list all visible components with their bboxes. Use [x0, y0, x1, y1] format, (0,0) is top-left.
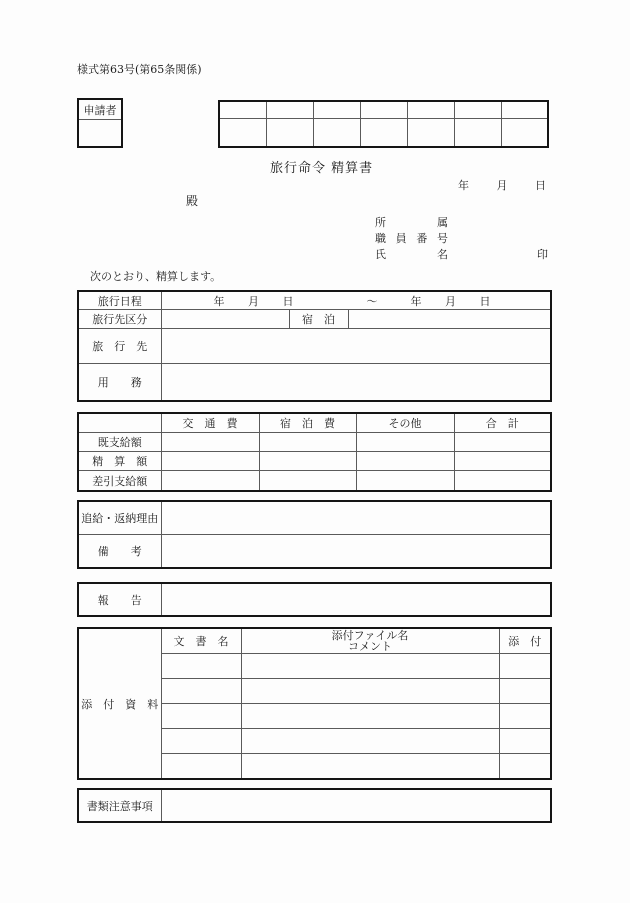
grid-cell	[313, 101, 360, 119]
grid-cell	[454, 101, 501, 119]
grid-cell	[501, 101, 548, 119]
amount-row-paid-label: 既支給額	[78, 433, 161, 452]
grid-cell	[407, 101, 454, 119]
attachment-attach-cell	[499, 729, 551, 754]
attachment-file-cell	[241, 654, 499, 679]
amount-cell	[356, 452, 454, 471]
affiliation-label: 所 属	[375, 216, 448, 229]
grid-cell	[266, 119, 313, 148]
attachment-doc-name-cell	[161, 729, 241, 754]
year-label: 年	[213, 294, 225, 308]
file-name-header-line1: 添付ファイル名	[331, 628, 409, 642]
notes-row-label: 書類注意事項	[78, 789, 161, 822]
lodging-label: 宿 泊	[289, 310, 348, 329]
intro-text: 次のとおり、精算します。	[90, 270, 222, 283]
form-title: 旅行命令 精算書	[270, 161, 374, 176]
attachments-table	[77, 627, 552, 780]
business-entry-cell	[161, 364, 551, 402]
attachment-doc-name-cell	[161, 704, 241, 729]
amount-cell	[454, 452, 551, 471]
notes-table	[77, 788, 552, 823]
reason-entry-cell	[161, 501, 551, 535]
month-label: 月	[248, 294, 259, 308]
applicant-entry-cell	[78, 120, 122, 148]
employee-number-label: 職 員 番 号	[375, 232, 448, 245]
file-name-header-line2: コメント	[348, 640, 392, 653]
day-label: 日	[282, 294, 294, 308]
amount-cell	[161, 433, 259, 452]
amount-cell	[161, 471, 259, 492]
year-label: 年	[458, 179, 469, 192]
attachment-doc-name-cell	[161, 679, 241, 704]
schedule-entry-cell	[161, 291, 551, 310]
seal-label: 印	[537, 248, 548, 261]
attachment-file-cell	[241, 729, 499, 754]
travel-date-from	[214, 293, 294, 309]
attachment-attach-cell	[499, 654, 551, 679]
destination-entry-cell	[161, 329, 551, 364]
name-label: 氏 名	[375, 248, 448, 261]
name-grid	[218, 100, 549, 148]
attachment-attach-cell	[499, 754, 551, 780]
attachments-section-label: 添 付 資 料	[78, 628, 161, 779]
business-row-label: 用 務	[78, 364, 161, 402]
day-label: 日	[535, 179, 546, 192]
attach-header: 添 付	[499, 628, 551, 654]
attachment-attach-cell	[499, 704, 551, 729]
applicant-label: 申請者	[78, 99, 122, 120]
remarks-row-label: 備 考	[78, 535, 161, 569]
day-label: 日	[479, 294, 491, 308]
amount-cell	[356, 433, 454, 452]
travel-date-to	[411, 293, 491, 309]
amount-col-other: その他	[356, 413, 454, 433]
remarks-entry-cell	[161, 535, 551, 569]
grid-cell	[313, 119, 360, 148]
report-entry-cell	[161, 583, 551, 616]
amount-cell	[161, 452, 259, 471]
reason-remarks-table	[77, 500, 552, 569]
attachment-file-cell	[241, 704, 499, 729]
amount-cell	[259, 452, 356, 471]
month-label: 月	[445, 294, 456, 308]
category-entry-cell	[161, 310, 289, 329]
grid-cell	[360, 101, 407, 119]
month-label: 月	[496, 179, 508, 192]
year-label: 年	[410, 294, 422, 308]
form-number-label: 様式第63号(第65条関係)	[77, 63, 202, 76]
doc-name-header: 文 書 名	[161, 628, 241, 654]
tilde-separator: ～	[366, 294, 378, 308]
amount-table	[77, 412, 552, 492]
schedule-row-label: 旅行日程	[78, 291, 161, 310]
amount-row-settlement-label: 精 算 額	[78, 452, 161, 471]
grid-cell	[360, 119, 407, 148]
grid-cell	[266, 101, 313, 119]
itinerary-table	[77, 290, 552, 402]
grid-cell	[501, 119, 548, 148]
notes-entry-cell	[161, 789, 551, 822]
attachment-doc-name-cell	[161, 654, 241, 679]
applicant-box	[77, 98, 123, 148]
amount-cell	[454, 471, 551, 492]
file-name-header	[241, 628, 499, 654]
amount-col-transport: 交 通 費	[161, 413, 259, 433]
reason-row-label: 追給・返納理由	[78, 501, 161, 535]
destination-row-label: 旅 行 先	[78, 329, 161, 364]
amount-corner-cell	[78, 413, 161, 433]
attachment-file-cell	[241, 679, 499, 704]
attachment-doc-name-cell	[161, 754, 241, 780]
grid-cell	[219, 101, 266, 119]
category-row-label: 旅行先区分	[78, 310, 161, 329]
date-line	[458, 179, 546, 192]
attachment-attach-cell	[499, 679, 551, 704]
grid-cell	[219, 119, 266, 148]
lodging-entry-cell	[348, 310, 551, 329]
grid-cell	[454, 119, 501, 148]
amount-col-total: 合 計	[454, 413, 551, 433]
amount-cell	[259, 433, 356, 452]
amount-row-balance-label: 差引支給額	[78, 471, 161, 492]
amount-cell	[259, 471, 356, 492]
amount-cell	[454, 433, 551, 452]
report-table	[77, 582, 552, 617]
grid-cell	[407, 119, 454, 148]
report-row-label: 報 告	[78, 583, 161, 616]
amount-cell	[356, 471, 454, 492]
attachment-file-cell	[241, 754, 499, 780]
addressee-suffix: 殿	[186, 194, 199, 208]
amount-col-lodging: 宿 泊 費	[259, 413, 356, 433]
